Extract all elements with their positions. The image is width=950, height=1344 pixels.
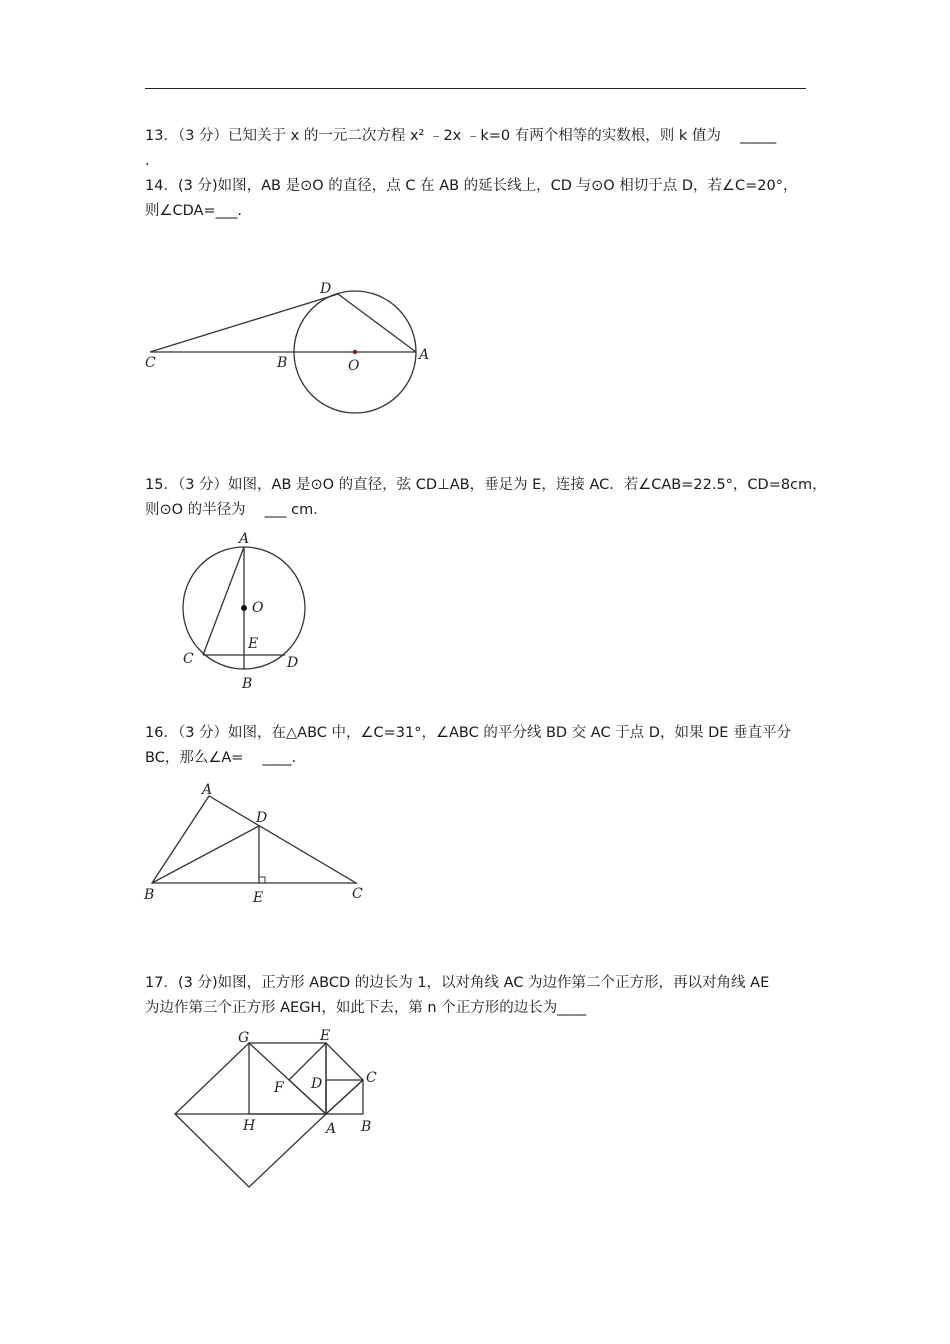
question-17: [145, 971, 810, 1021]
label-d: D: [311, 1076, 323, 1092]
question-15-line1: 15．（3 分）如图，AB 是⊙O 的直径，弦 CD⊥AB，垂足为 E，连接 AC．若∠CAB=22.5°，CD=8cm，: [145, 477, 827, 493]
label-g: G: [238, 1030, 250, 1046]
figure-17-squares: [170, 1022, 385, 1194]
chord-da: [338, 294, 416, 352]
segment-ac: [203, 547, 244, 655]
diagonal-ac: [326, 1080, 363, 1114]
center-point-o: [241, 605, 247, 611]
label-d: D: [256, 810, 268, 826]
center-point-o: [353, 350, 357, 354]
figure-16-triangle: [140, 775, 380, 910]
label-f: F: [274, 1080, 284, 1096]
question-15-line2: 则⊙O 的半径为 ___ cm．: [145, 502, 328, 518]
label-a: A: [202, 782, 213, 798]
right-angle-mark: [259, 877, 265, 883]
label-c: C: [183, 651, 194, 667]
question-14-line2: 则∠CDA=___.: [145, 203, 242, 219]
label-b: B: [277, 355, 288, 371]
figure-14-circle-tangent: [140, 275, 450, 420]
bisector-bd: [152, 826, 259, 883]
question-16: [145, 721, 810, 771]
question-16-line1: 16．（3 分）如图，在△ABC 中，∠C=31°，∠ABC 的平分线 BD 交 AC 于点 D，如果 DE 垂直平分: [145, 725, 792, 741]
square-fourth: [175, 1043, 326, 1187]
tangent-cd: [150, 294, 338, 352]
question-17-line1: 17．(3 分)如图，正方形 ABCD 的边长为 1，以对角线 AC 为边作第二个正方形，再以对角线 AE: [145, 975, 770, 991]
label-b: B: [361, 1119, 372, 1135]
question-14-line1: 14．(3 分)如图，AB 是⊙O 的直径，点 C 在 AB 的延长线上，CD 与⊙O 相切于点 D，若∠C=20°，: [145, 178, 798, 194]
question-14: [145, 174, 810, 224]
label-o: O: [252, 600, 264, 616]
label-e: E: [248, 636, 259, 652]
label-h: H: [243, 1118, 256, 1134]
label-c: C: [366, 1070, 377, 1086]
question-16-line2: BC，那么∠A= ____．: [145, 750, 306, 766]
label-b: B: [242, 676, 253, 692]
label-e: E: [320, 1028, 331, 1044]
question-17-line2: 为边作第三个正方形 AEGH，如此下去，第 n 个正方形的边长为____: [145, 1000, 587, 1016]
question-13-line2: .: [145, 153, 150, 169]
question-13: [145, 124, 810, 174]
label-a: A: [326, 1121, 337, 1137]
header-rule: [145, 88, 806, 89]
question-13-line1: 13．（3 分）已知关于 x 的一元二次方程 x² ﹣2x ﹣k=0 有两个相等的实数根，则 k 值为 _____: [145, 128, 777, 144]
label-b: B: [144, 887, 155, 903]
label-d: D: [287, 655, 299, 671]
label-o: O: [348, 358, 360, 374]
label-e: E: [253, 890, 264, 906]
question-15: [145, 473, 827, 523]
label-a: A: [239, 531, 250, 547]
label-a: A: [419, 347, 430, 363]
triangle-abc: [152, 796, 356, 883]
label-d: D: [320, 281, 332, 297]
label-c: C: [352, 886, 363, 902]
label-c: C: [145, 355, 156, 371]
figure-15-circle-chord: [175, 525, 310, 695]
